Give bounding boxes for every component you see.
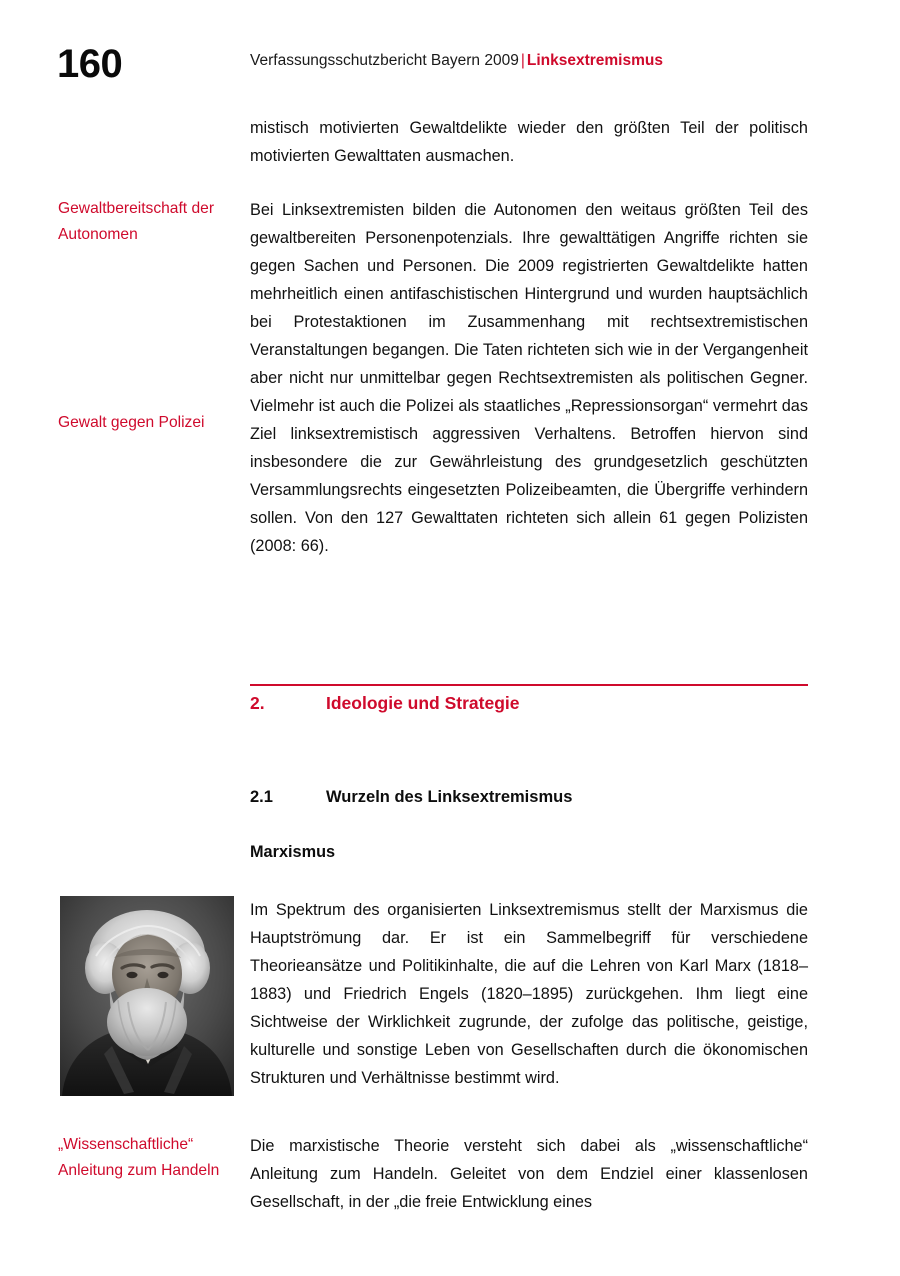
heading-section-number: 2. — [250, 693, 265, 713]
paragraph-continuation: mistisch motivierten Gewaltdelikte wieder den größten Teil der politisch motivierten Gewalttaten ausmachen. — [250, 119, 808, 165]
running-header — [250, 52, 663, 71]
heading-subsection-21 — [250, 788, 808, 807]
paragraph-autonome: Bei Linksextremisten bilden die Autonomen den weitaus größten Teil des gewaltbereiten Personenpotenzials. Ihre gewalttätigen Angriffe richten sie gegen Sachen und Personen. Die 2009 registrierten Gewaltdelikte hatten mehrheitlich einen antifaschistischen Hintergrund und wurden hauptsächlich bei Protestaktionen im Zusammenhang mit rechtsextremistischen Veranstaltungen begangen. Die Taten richteten sich wie in der Vergangenheit aber nicht nur unmittelbar gegen Rechtsextremisten als politischen Gegner. Vielmehr ist auch die Polizei als staatliches „Repressionsorgan“ vermehrt das Ziel linksextremistisch aggressiven Verhaltens. Betroffen hiervon sind insbesondere die zur Gewährleistung des grundgesetzlich geschützten Versammlungsrechts eingesetzten Polizeibeamten, die Übergriffe verhindern sollen. Von den 127 Gewalttaten richteten sich allein 61 gegen Polizisten (2008: 66). — [250, 201, 808, 555]
header-section-name: Linksextremismus — [526, 52, 663, 69]
paragraph-marxismus-block — [250, 896, 808, 1092]
paragraph-marxismus: Im Spektrum des organisierten Linksextremismus stellt der Marxismus die Hauptströmung dar. Er ist ein Sammelbegriff für verschiedene Theorieansätze und Politikinhalte, die auf die Lehren von Karl Marx (1818–1883) und Friedrich Engels (1820–1895) zurückgehen. Ihm liegt eine Sichtweise der Wirklichkeit zugrunde, der zufolge das politische, geistige, kulturelle und sonstige Leben von Gesellschaften durch die ökonomischen Strukturen und Verhältnisse bestimmt wird. — [250, 901, 808, 1087]
section-divider-rule — [250, 684, 808, 686]
heading-subsection-number: 2.1 — [250, 788, 273, 806]
paragraph-continuation-block — [250, 114, 808, 170]
paragraph-theorie: Die marxistische Theorie versteht sich dabei als „wissenschaftliche“ Anleitung zum Handeln. Geleitet von dem Endziel einer klassenlosen Gesellschaft, in der „die freie Entwicklung eines — [250, 1137, 808, 1211]
margin-note-gewaltbereitschaft: Gewaltbereitschaft der Autonomen — [58, 200, 215, 243]
margin-note-wissenschaftliche-anleitung: „Wissenschaftliche“ Anleitung zum Handeln — [58, 1136, 220, 1179]
margin-note-gewalt-polizei: Gewalt gegen Polizei — [58, 414, 205, 431]
heading-section-title: Ideologie und Strategie — [326, 693, 520, 713]
paragraph-theorie-block — [250, 1132, 808, 1216]
heading-subsection-title: Wurzeln des Linksextremismus — [326, 788, 573, 806]
page-number: 160 — [57, 42, 123, 86]
header-separator: | — [520, 52, 525, 69]
header-report-title: Verfassungsschutzbericht Bayern 2009 — [250, 52, 519, 69]
heading-section-2 — [250, 693, 808, 714]
karl-marx-portrait-image — [60, 896, 234, 1096]
paragraph-autonome-block — [250, 196, 808, 560]
heading-topic-marxismus: Marxismus — [250, 843, 336, 861]
